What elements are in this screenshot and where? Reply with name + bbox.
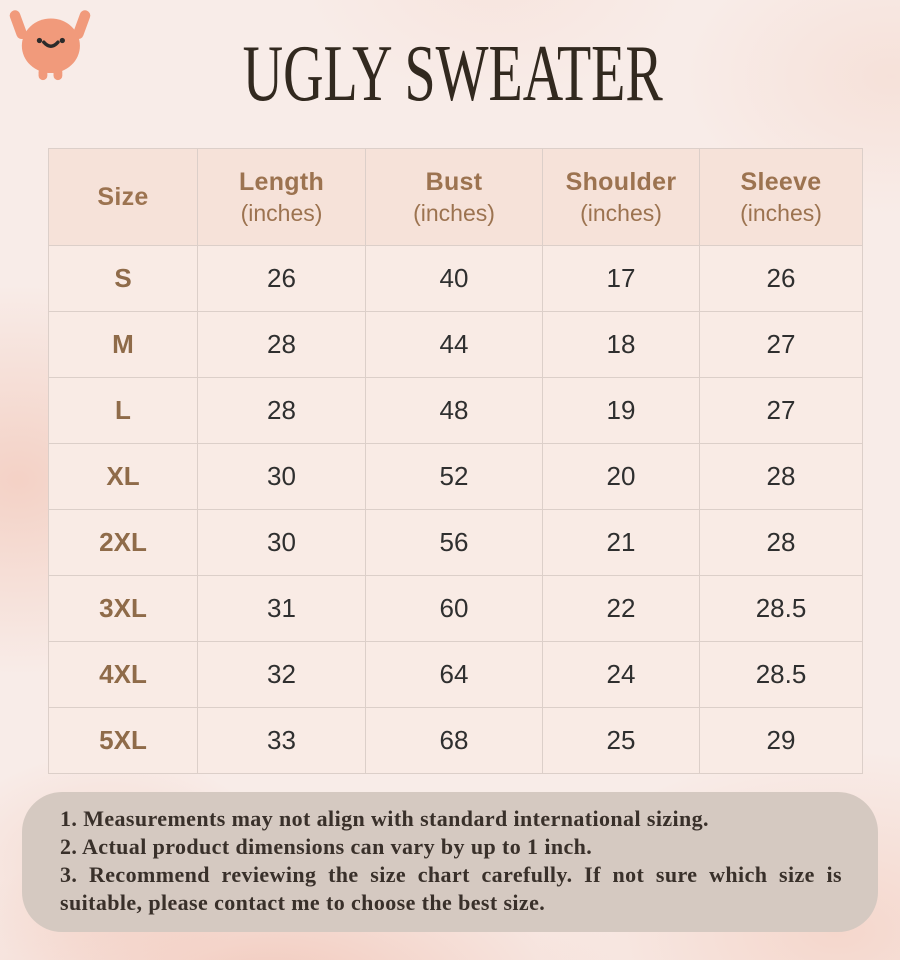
size-label: M [49,312,198,378]
table-row [49,312,863,378]
table-row [49,246,863,312]
shoulder-value: 18 [543,312,700,378]
bust-value: 64 [366,642,543,708]
bust-value: 52 [366,444,543,510]
page-title: UGLY SWEATER [242,30,663,118]
table-row [49,576,863,642]
column-label: Sleeve [740,167,822,196]
length-value: 33 [198,708,366,774]
column-header-size [49,149,198,246]
size-label: 5XL [49,708,198,774]
sleeve-value: 28.5 [700,642,863,708]
shoulder-value: 19 [543,378,700,444]
length-value: 28 [198,312,366,378]
length-value: 28 [198,378,366,444]
column-header-bust [366,149,543,246]
note-item: 3. Recommend reviewing the size chart carefully. If not sure which size is suitable, please contact me to choose the best size. [60,862,842,915]
bust-value: 68 [366,708,543,774]
column-label: Length [238,167,325,196]
shoulder-value: 22 [543,576,700,642]
bust-value: 44 [366,312,543,378]
size-label: 4XL [49,642,198,708]
size-label: L [49,378,198,444]
table-row [49,510,863,576]
length-value: 31 [198,576,366,642]
table-row [49,378,863,444]
shoulder-value: 25 [543,708,700,774]
bust-value: 56 [366,510,543,576]
column-unit: (inches) [413,199,495,226]
column-label: Bust [425,167,483,196]
smiling-blob-mascot-icon [6,4,94,84]
size-chart-table [48,148,863,774]
shoulder-value: 17 [543,246,700,312]
table-header-row [49,149,863,246]
table-row [49,444,863,510]
column-label: Size [97,182,149,211]
note-item: 2. Actual product dimensions can vary by up to 1 inch. [60,834,593,859]
column-header-sleeve [700,149,863,246]
bust-value: 60 [366,576,543,642]
sleeve-value: 27 [700,312,863,378]
shoulder-value: 20 [543,444,700,510]
length-value: 30 [198,510,366,576]
sleeve-value: 28.5 [700,576,863,642]
sleeve-value: 29 [700,708,863,774]
length-value: 30 [198,444,366,510]
note-item: 1. Measurements may not align with standard international sizing. [60,806,709,831]
sleeve-value: 27 [700,378,863,444]
table-row [49,708,863,774]
column-unit: (inches) [580,199,662,226]
sleeve-value: 26 [700,246,863,312]
column-unit: (inches) [740,199,822,226]
sleeve-value: 28 [700,510,863,576]
column-header-length [198,149,366,246]
column-unit: (inches) [240,199,323,226]
size-label: 2XL [49,510,198,576]
length-value: 26 [198,246,366,312]
size-label: S [49,246,198,312]
sleeve-value: 28 [700,444,863,510]
bust-value: 40 [366,246,543,312]
column-label: Shoulder [565,167,677,196]
column-header-shoulder [543,149,700,246]
length-value: 32 [198,642,366,708]
size-label: XL [49,444,198,510]
shoulder-value: 21 [543,510,700,576]
notes-box [22,792,878,932]
mascot [6,4,94,84]
table-row [49,642,863,708]
shoulder-value: 24 [543,642,700,708]
bust-value: 48 [366,378,543,444]
size-label: 3XL [49,576,198,642]
